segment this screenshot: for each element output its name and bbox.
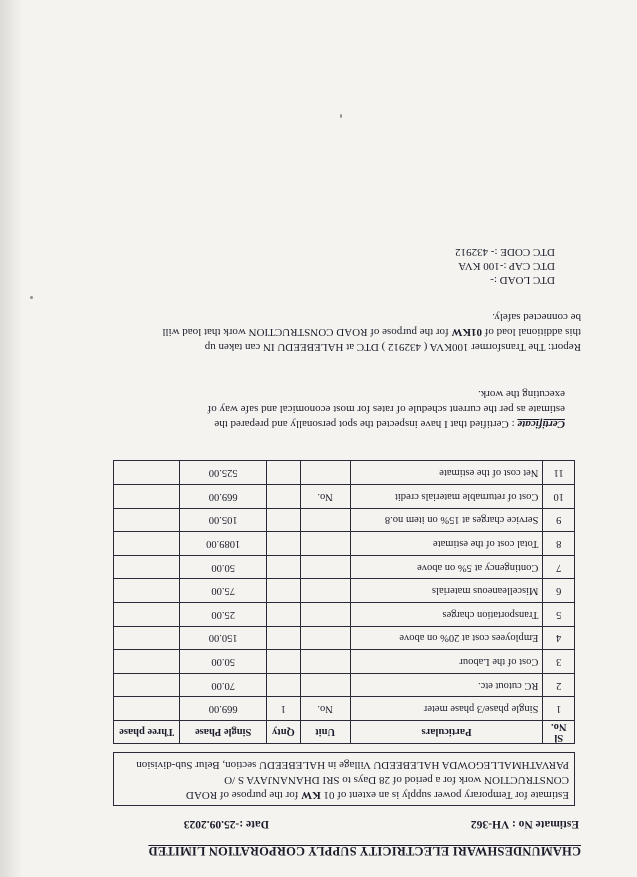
estimate-description-box (113, 752, 575, 806)
row-single-phase: 50.00 (180, 650, 267, 674)
row-particulars: Cost of the Labour (350, 650, 543, 674)
row-single-phase: 70.00 (180, 673, 267, 697)
report-line-3: be connected safely. (492, 311, 581, 323)
row-single-phase: 105.00 (180, 508, 267, 532)
kw-value: 01 (323, 789, 335, 801)
row-unit (300, 461, 350, 485)
description-line-2: CONSTRUCTION work for a period of 28 Days to SRI DHANANJAYA S /O (224, 774, 569, 786)
row-particulars: Employees cost at 20% on above (350, 626, 543, 650)
row-particulars: Single phase/3 phase meter (350, 697, 543, 721)
row-particulars: Total cost of the estimate (350, 532, 543, 556)
estimate-table-body (114, 461, 575, 721)
row-particulars: Transportation charges (350, 603, 543, 627)
header-single-phase: Single Phase (180, 721, 267, 744)
description-text: for the purpose of ROAD (185, 789, 299, 801)
row-sl-no: 11 (543, 461, 575, 485)
table-row (114, 650, 575, 674)
header-sl-no: Sl No. (543, 721, 575, 744)
row-three-phase (114, 626, 180, 650)
estimate-number: Estimate No : VH-362 (470, 818, 579, 830)
row-qnty (267, 532, 301, 556)
row-qnty (267, 461, 301, 485)
description-text: Estimate for Temporary power supply is an extent of (337, 789, 569, 801)
certificate-text: : Certified that I have inspected the spot personally and prepared the estimate as per the current schedule of rates for most economical and safe way of executing the work. (207, 388, 565, 430)
row-qnty (267, 555, 301, 579)
row-single-phase: 669.00 (180, 485, 267, 509)
dtc-load: DTC LOAD :- (490, 274, 555, 286)
row-unit: No. (300, 485, 350, 509)
row-three-phase (114, 579, 180, 603)
row-single-phase: 1089.00 (180, 532, 267, 556)
table-row (114, 626, 575, 650)
report-line-2 (117, 324, 581, 339)
row-unit (300, 603, 350, 627)
dtc-code: DTC CODE :- 432912 (455, 246, 555, 258)
row-qnty (267, 508, 301, 532)
row-particulars: RC cutout etc. (350, 673, 543, 697)
table-row (114, 485, 575, 509)
row-three-phase (114, 673, 180, 697)
row-sl-no: 4 (543, 626, 575, 650)
row-unit (300, 626, 350, 650)
row-three-phase (114, 697, 180, 721)
estimate-table (113, 460, 575, 744)
row-three-phase (114, 650, 180, 674)
header-particulars: Particulars (350, 721, 543, 744)
row-qnty (267, 673, 301, 697)
estimate-date: Date :-25.09.2023 (183, 818, 269, 830)
row-qnty (267, 485, 301, 509)
row-single-phase: 525.00 (180, 461, 267, 485)
row-particulars: Cost of returnable materials credit (350, 485, 543, 509)
row-qnty (267, 650, 301, 674)
row-single-phase: 25.00 (180, 603, 267, 627)
row-unit: No. (300, 697, 350, 721)
row-qnty (267, 626, 301, 650)
dtc-cap: DTC CAP :-100 KVA (458, 260, 555, 272)
row-sl-no: 6 (543, 579, 575, 603)
row-single-phase: 150.00 (180, 626, 267, 650)
row-particulars: Contingency at 5% on above (350, 555, 543, 579)
row-sl-no: 9 (543, 508, 575, 532)
row-unit (300, 555, 350, 579)
row-three-phase (114, 508, 180, 532)
row-three-phase (114, 603, 180, 627)
row-unit (300, 673, 350, 697)
table-row (114, 603, 575, 627)
row-single-phase: 75.00 (180, 579, 267, 603)
row-unit (300, 508, 350, 532)
row-single-phase: 50.00 (180, 555, 267, 579)
description-line-1 (119, 787, 569, 802)
table-row (114, 673, 575, 697)
row-single-phase: 669.00 (180, 697, 267, 721)
row-unit (300, 650, 350, 674)
table-header-row (114, 721, 575, 744)
header-qnty: Qnty (267, 721, 301, 744)
row-sl-no: 1 (543, 697, 575, 721)
table-row (114, 697, 575, 721)
dtc-details (455, 245, 555, 287)
row-sl-no: 8 (543, 532, 575, 556)
row-sl-no: 5 (543, 603, 575, 627)
row-three-phase (114, 461, 180, 485)
report-text: this additional load of (484, 326, 581, 338)
report-line-1: Report: The Transformer 100KVA ( 432912 ) DTC at HALEBEEDU IN can taken up (204, 341, 581, 353)
table-row (114, 461, 575, 485)
report-paragraph (117, 309, 581, 354)
row-sl-no: 3 (543, 650, 575, 674)
row-sl-no: 7 (543, 555, 575, 579)
row-three-phase (114, 485, 180, 509)
row-sl-no: 2 (543, 673, 575, 697)
report-text: for the purpose of ROAD CONSTRUCTION work that load will (162, 326, 449, 338)
row-three-phase (114, 555, 180, 579)
row-qnty: 1 (267, 697, 301, 721)
row-particulars: Service charges at 15% on item no.8 (350, 508, 543, 532)
report-load: 01KW (451, 326, 483, 338)
row-particulars: Miscelleaneous materials (350, 579, 543, 603)
certificate-label: Certificate (517, 418, 565, 430)
header-unit: Unit (300, 721, 350, 744)
row-qnty (267, 603, 301, 627)
table-row (114, 532, 575, 556)
row-qnty (267, 579, 301, 603)
row-unit (300, 532, 350, 556)
description-line-3: PARVATHMALLEGOWDA HALEBEEDU Village in HALEBEEDU section, Belur Sub-division (136, 759, 569, 771)
company-heading: CHAMUNDESHWARI ELECTRICITY SUPPLY CORPORATION LIMITED (148, 844, 581, 858)
table-row (114, 508, 575, 532)
certificate-paragraph (175, 386, 565, 431)
row-unit (300, 579, 350, 603)
kw-unit: KW (301, 789, 321, 801)
table-row (114, 579, 575, 603)
row-particulars: Net cost of the estimate (350, 461, 543, 485)
header-three-phase: Three phase (114, 721, 180, 744)
row-sl-no: 10 (543, 485, 575, 509)
table-row (114, 555, 575, 579)
row-three-phase (114, 532, 180, 556)
